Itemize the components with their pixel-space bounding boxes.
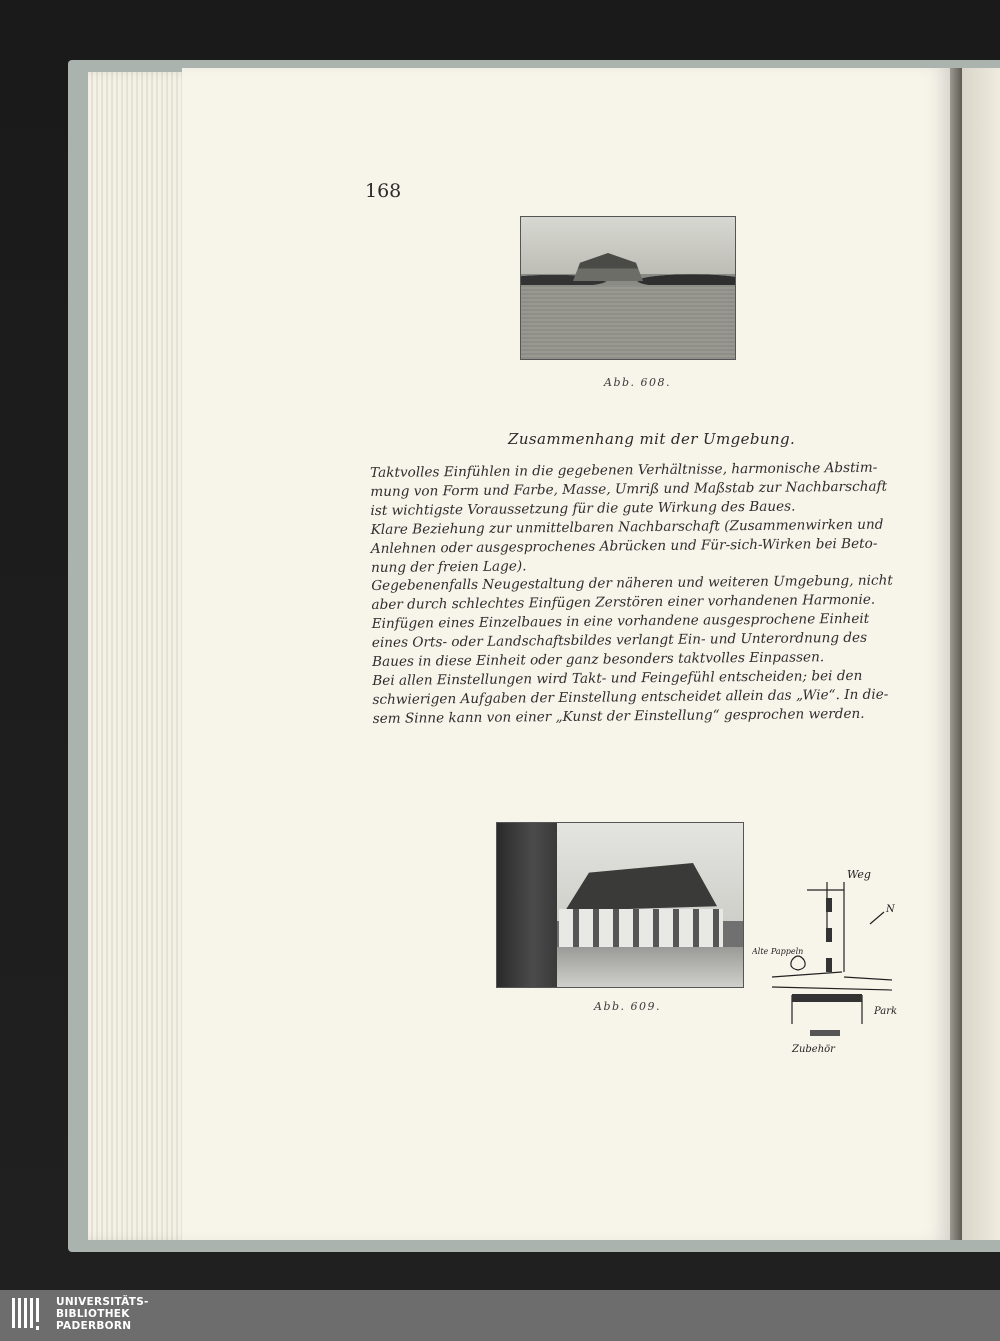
- figure-608-photo: [520, 216, 736, 360]
- body-line: schwierigen Aufgaben der Einstellung entscheidet allein das „Wie“. In die-: [372, 686, 889, 708]
- book-gutter: [950, 68, 962, 1240]
- sketch-label-weg: Weg: [847, 868, 871, 881]
- library-logo-icon: [10, 1296, 46, 1336]
- site-plan-sketch: [752, 862, 912, 1062]
- body-line: eines Orts- oder Landschaftsbildes verlangt Ein- und Unterordnung des: [371, 629, 868, 652]
- body-line: Bei allen Einstellungen wird Takt- und Feingefühl entscheiden; bei den: [372, 667, 863, 689]
- sketch-label-zubehoer: Zubehör: [792, 1044, 835, 1055]
- logo-line-3: PADERBORN: [56, 1320, 132, 1332]
- figure-608-caption: Abb. 608.: [604, 376, 672, 389]
- facing-page-edge: [962, 68, 1000, 1240]
- body-line: Einfügen eines Einzelbaues in eine vorhandene ausgesprochene Einheit: [371, 611, 870, 633]
- body-line: nung der freien Lage).: [371, 557, 527, 576]
- logo-line-1: UNIVERSITÄTS-: [56, 1296, 149, 1308]
- sketch-label-park: Park: [874, 1006, 898, 1017]
- body-text: [370, 458, 903, 728]
- body-line: mung von Form und Farbe, Masse, Umriß und Maßstab zur Nachbarschaft: [370, 478, 888, 500]
- figure-609-photo: [496, 822, 744, 988]
- section-heading: Zusammenhang mit der Umgebung.: [508, 430, 796, 448]
- sketch-label-north: N: [886, 904, 895, 915]
- body-line: Gegebenenfalls Neugestaltung der näheren und weiteren Umgebung, nicht: [371, 572, 893, 595]
- body-line: ist wichtigste Voraussetzung für die gute Wirkung des Baues.: [370, 498, 796, 519]
- body-line: Taktvolles Einfühlen in die gegebenen Verhältnisse, harmonische Abstim-: [370, 459, 878, 481]
- body-line: Anlehnen oder ausgesprochenes Abrücken und Für-sich-Wirken bei Beto-: [370, 535, 878, 557]
- page-number: 168: [365, 180, 402, 202]
- body-line: Baues in diese Einheit oder ganz besonders taktvolles Einpassen.: [371, 649, 825, 671]
- body-line: Klare Beziehung zur unmittelbaren Nachbarschaft (Zusammenwirken und: [370, 516, 884, 538]
- library-logo-text: [56, 1296, 149, 1332]
- library-footer-bar: [0, 1290, 1000, 1341]
- figure-609-caption: Abb. 609.: [594, 1000, 662, 1013]
- logo-line-2: BIBLIOTHEK: [56, 1308, 130, 1320]
- sketch-label-alte-pappeln: Alte Pappeln: [752, 947, 804, 956]
- body-line: sem Sinne kann von einer „Kunst der Einstellung“ gesprochen werden.: [372, 705, 865, 727]
- body-line: aber durch schlechtes Einfügen Zerstören einer vorhandenen Harmonie.: [371, 592, 876, 614]
